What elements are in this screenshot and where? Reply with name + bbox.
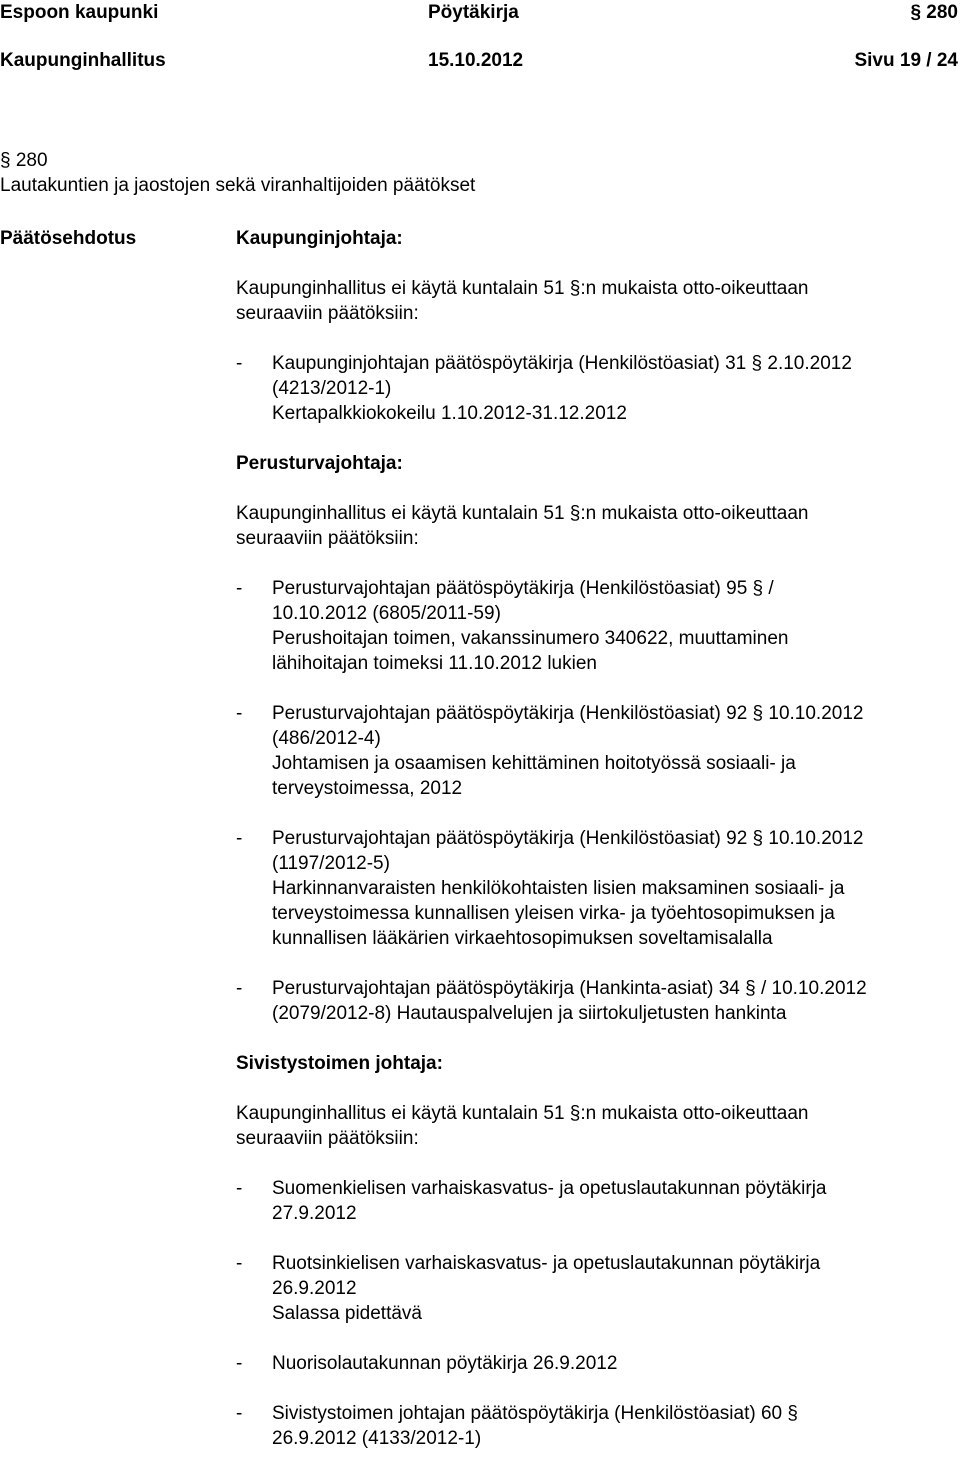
list-dash: - [236, 578, 243, 599]
header-page: Sivu 19 / 24 [854, 50, 958, 71]
decision-line: (1197/2012-5) [272, 853, 390, 874]
page-subheader [0, 48, 960, 78]
list-dash: - [236, 703, 243, 724]
block-heading: Kaupunginjohtaja: [236, 228, 403, 249]
decision-line: terveystoimessa, 2012 [272, 778, 463, 799]
decision-line: Perusturvajohtajan päätöspöytäkirja (Henkilöstöasiat) 92 § 10.10.2012 [272, 703, 864, 724]
proposal-label: Päätösehdotus [0, 228, 137, 249]
section-heading [0, 148, 475, 198]
decision-item [236, 1176, 960, 1226]
list-dash: - [236, 1353, 243, 1374]
decision-item [236, 976, 960, 1026]
block-intro-line: Kaupunginhallitus ei käytä kuntalain 51 §:n mukaista otto-oikeuttaan [236, 503, 809, 524]
decision-line: (486/2012-4) [272, 728, 381, 749]
decision-line: lähihoitajan toimeksi 11.10.2012 lukien [272, 653, 597, 674]
decision-item [236, 1351, 960, 1376]
list-dash: - [236, 1403, 243, 1424]
decision-line: kunnallisen lääkärien virkaehtosopimuksen soveltamisalalla [272, 928, 773, 949]
decision-item [236, 1251, 960, 1326]
decision-item [236, 351, 960, 426]
decision-line: Ruotsinkielisen varhaiskasvatus- ja opetuslautakunnan pöytäkirja [272, 1253, 821, 1274]
header-body: Kaupunginhallitus [0, 50, 166, 71]
list-dash: - [236, 1253, 243, 1274]
proposal-content [236, 226, 960, 1451]
decision-line: Kertapalkkiokokeilu 1.10.2012-31.12.2012 [272, 403, 627, 424]
block-heading: Perusturvajohtaja: [236, 453, 403, 474]
decision-line: Perusturvajohtajan päätöspöytäkirja (Henkilöstöasiat) 95 § / [272, 578, 774, 599]
list-dash: - [236, 978, 243, 999]
decision-line: Nuorisolautakunnan pöytäkirja 26.9.2012 [272, 1353, 618, 1374]
decision-item [236, 826, 960, 951]
section-number: § 280 [0, 150, 48, 171]
list-dash: - [236, 1178, 243, 1199]
decision-line: (2079/2012-8) Hautauspalvelujen ja siirtokuljetusten hankinta [272, 1003, 787, 1024]
block-intro-line: seuraaviin päätöksiin: [236, 303, 419, 324]
header-org: Espoon kaupunki [0, 2, 159, 23]
decision-line: 26.9.2012 [272, 1278, 357, 1299]
decision-line: 27.9.2012 [272, 1203, 357, 1224]
block-intro-line: seuraaviin päätöksiin: [236, 528, 419, 549]
decision-line: terveystoimessa kunnallisen yleisen virka- ja työehtosopimuksen ja [272, 903, 835, 924]
decision-line: Johtamisen ja osaamisen kehittäminen hoitotyössä sosiaali- ja [272, 753, 796, 774]
decision-item [236, 1401, 960, 1451]
decision-line: Perusturvajohtajan päätöspöytäkirja (Hankinta-asiat) 34 § / 10.10.2012 [272, 978, 867, 999]
header-doc-type: Pöytäkirja [428, 2, 519, 23]
decision-line: Kaupunginjohtajan päätöspöytäkirja (Henkilöstöasiat) 31 § 2.10.2012 [272, 353, 852, 374]
block-intro-line: Kaupunginhallitus ei käytä kuntalain 51 §:n mukaista otto-oikeuttaan [236, 278, 809, 299]
decision-line: Salassa pidettävä [272, 1303, 422, 1324]
decision-line: Sivistystoimen johtajan päätöspöytäkirja (Henkilöstöasiat) 60 § [272, 1403, 798, 1424]
header-section-no: § 280 [910, 2, 958, 23]
decision-item [236, 701, 960, 801]
decision-line: Suomenkielisen varhaiskasvatus- ja opetuslautakunnan pöytäkirja [272, 1178, 827, 1199]
block-intro-line: seuraaviin päätöksiin: [236, 1128, 419, 1149]
decision-line: 26.9.2012 (4133/2012-1) [272, 1428, 482, 1449]
decision-item [236, 576, 960, 676]
decision-line: Perusturvajohtajan päätöspöytäkirja (Henkilöstöasiat) 92 § 10.10.2012 [272, 828, 864, 849]
decision-line: 10.10.2012 (6805/2011-59) [272, 603, 501, 624]
header-date: 15.10.2012 [428, 50, 524, 71]
decision-line: Perushoitajan toimen, vakanssinumero 340622, muuttaminen [272, 628, 789, 649]
block-heading: Sivistystoimen johtaja: [236, 1053, 443, 1074]
decision-line: (4213/2012-1) [272, 378, 392, 399]
list-dash: - [236, 828, 243, 849]
list-dash: - [236, 353, 243, 374]
block-intro-line: Kaupunginhallitus ei käytä kuntalain 51 §:n mukaista otto-oikeuttaan [236, 1103, 809, 1124]
page-header [0, 0, 960, 30]
decision-line: Harkinnanvaraisten henkilökohtaisten lisien maksaminen sosiaali- ja [272, 878, 845, 899]
section-title: Lautakuntien ja jaostojen sekä viranhaltijoiden päätökset [0, 175, 476, 196]
